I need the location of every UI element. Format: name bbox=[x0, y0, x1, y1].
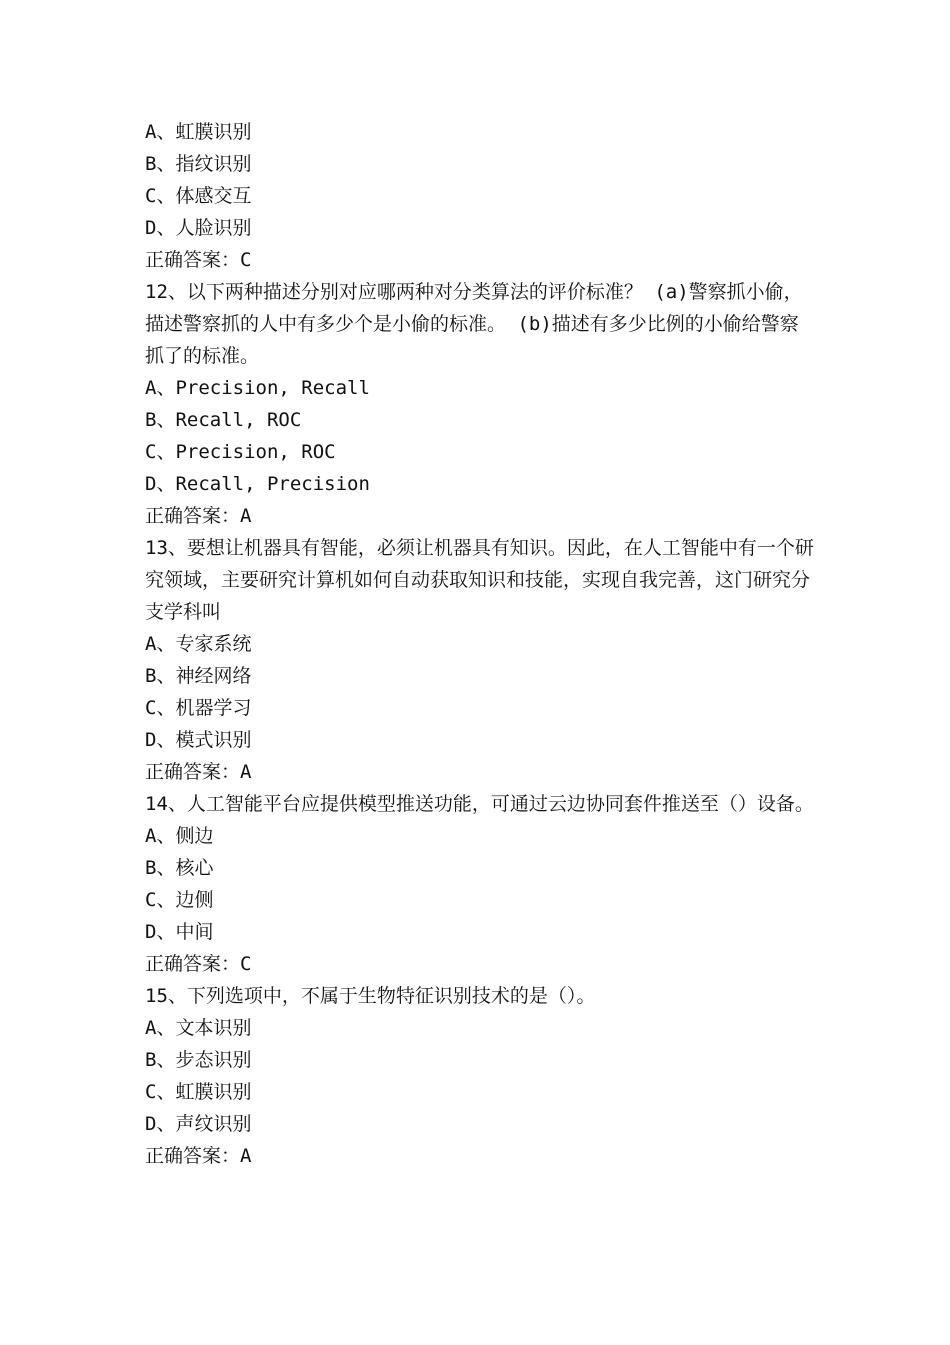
question-text: 14、人工智能平台应提供模型推送功能，可通过云边协同套件推送至（）设备。 bbox=[145, 793, 814, 815]
option-c: C、Precision, ROC bbox=[145, 441, 336, 463]
option-c: C、机器学习 bbox=[145, 697, 252, 719]
question-12 bbox=[145, 276, 817, 532]
question-13 bbox=[145, 532, 817, 788]
document-content bbox=[145, 116, 817, 1172]
option-c: C、边侧 bbox=[145, 889, 214, 911]
option-b: B、Recall, ROC bbox=[145, 409, 302, 431]
correct-answer: 正确答案：C bbox=[145, 249, 252, 271]
option-a: A、侧边 bbox=[145, 825, 214, 847]
option-d: D、模式识别 bbox=[145, 729, 252, 751]
option-b: B、神经网络 bbox=[145, 665, 252, 687]
correct-answer: 正确答案：A bbox=[145, 505, 252, 527]
option-b: B、核心 bbox=[145, 857, 214, 879]
option-d: D、Recall, Precision bbox=[145, 473, 370, 495]
option-a: A、Precision, Recall bbox=[145, 377, 370, 399]
question-15 bbox=[145, 980, 817, 1172]
question-text: 13、要想让机器具有智能，必须让机器具有知识。因此，在人工智能中有一个研究领域，主要研究计算机如何自动获取知识和技能，实现自我完善，这门研究分支学科叫 bbox=[145, 537, 814, 623]
question-text: 15、下列选项中，不属于生物特征识别技术的是（）。 bbox=[145, 985, 596, 1007]
option-d: D、人脸识别 bbox=[145, 217, 252, 239]
question-11-tail bbox=[145, 116, 817, 276]
option-a: A、文本识别 bbox=[145, 1017, 252, 1039]
question-14 bbox=[145, 788, 817, 980]
option-a: A、虹膜识别 bbox=[145, 121, 252, 143]
question-text: 12、以下两种描述分别对应哪两种对分类算法的评价标准？ (a)警察抓小偷，描述警察抓的人中有多少个是小偷的标准。 (b)描述有多少比例的小偷给警察抓了的标准。 bbox=[145, 281, 803, 367]
option-d: D、中间 bbox=[145, 921, 214, 943]
option-b: B、步态识别 bbox=[145, 1049, 252, 1071]
option-b: B、指纹识别 bbox=[145, 153, 252, 175]
option-d: D、声纹识别 bbox=[145, 1113, 252, 1135]
option-c: C、体感交互 bbox=[145, 185, 252, 207]
correct-answer: 正确答案：A bbox=[145, 1145, 252, 1167]
option-c: C、虹膜识别 bbox=[145, 1081, 252, 1103]
option-a: A、专家系统 bbox=[145, 633, 252, 655]
correct-answer: 正确答案：C bbox=[145, 953, 252, 975]
correct-answer: 正确答案：A bbox=[145, 761, 252, 783]
